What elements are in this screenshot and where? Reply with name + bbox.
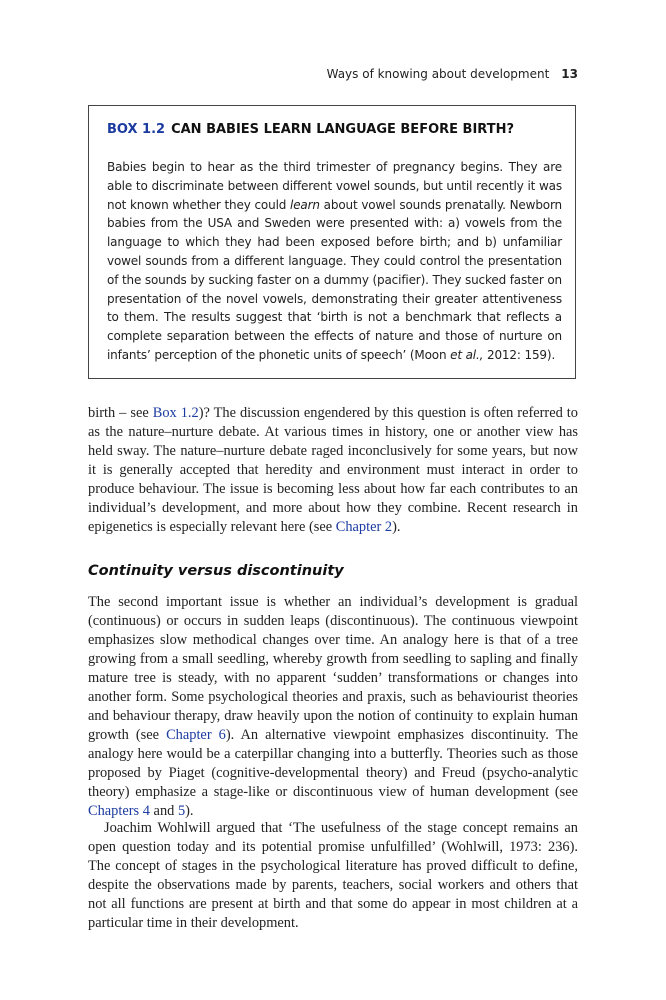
box-body-emphasis: et al., (450, 347, 484, 362)
link-chapter-6[interactable]: Chapter 6 (166, 727, 226, 743)
running-header (327, 67, 578, 81)
paragraph-text: and (149, 803, 178, 819)
link-chapter-2[interactable]: Chapter 2 (335, 519, 393, 535)
paragraph-text: birth – see (88, 405, 153, 421)
box-body-text: 2012: 159). (483, 347, 556, 362)
box-body-text: about vowel sounds prenatally. Newborn babies from the USA and Sweden were presented with: a) vowels from the language to which they had been exposed before birth; and b) unfamiliar vowel sounds from a different language. They could control the presentation of the sounds by sucking faster on a dummy (pacifier). They sucked faster on presentation of the novel vowels, demonstrating their greater attentiveness to them. The results suggest that ‘birth is not a benchmark that reflects a complete separation between the effects of nature and those of nurture on infants’ perception of the phonetic units of speech’ (Moon (107, 197, 562, 362)
paragraph-text: ). An alternative viewpoint emphasizes discontinuity. The analogy here would be a caterpillar changing into a butterfly. Theories such as those proposed by Piaget (cognitive-developmental theory) and Freud (psycho-analytic theory) emphasize a stage-like or discontinuous view of human development (see (88, 727, 578, 800)
link-box-1-2[interactable]: Box 1.2 (152, 405, 199, 421)
paragraph-nature-nurture (88, 404, 578, 537)
box-body (107, 158, 562, 365)
section-heading: Continuity versus discontinuity (88, 563, 344, 579)
box-1-2 (88, 105, 576, 379)
paragraph-text: ). (185, 803, 194, 819)
page-number: 13 (561, 67, 578, 81)
paragraph-text: The second important issue is whether an individual’s development is gradual (continuous) or occurs in sudden leaps (discontinuous). The continuous viewpoint emphasizes slow methodical changes over time. An analogy here is that of a tree growing from a small seedling, whereby growth from seedling to sapling and finally mature tree is steady, with no apparent ‘sudden’ transformations or changes into another form. Some psychological theories and praxis, such as behaviourist theories and behaviour therapy, draw heavily upon the notion of continuity to explain human growth (see (88, 594, 578, 743)
paragraph-wohlwill: Joachim Wohlwill argued that ‘The usefulness of the stage concept remains an open question today and its potential promise unfulfilled’ (Wohlwill, 1973: 236). The concept of stages in the psychological literature has proved difficult to define, despite the observations made by parents, teachers, social workers and others that not all functions are present at birth and that some do appear in most children at a particular time in their development. (88, 820, 578, 931)
running-title: Ways of knowing about development (326, 67, 550, 81)
paragraph-text: )? The discussion engendered by this question is often referred to as the nature–nurture debate. At various times in history, one or another view has held sway. The nature–nurture debate raged inconclusively for some years, but now it is generally accepted that heredity and environment must interact in order to produce behaviour. The issue is becoming less about how far each contributes to an individual’s development, and more about how they combine. Recent research in epigenetics is especially relevant here (see (88, 405, 578, 535)
link-chapter-4[interactable]: Chapters 4 (88, 803, 150, 819)
box-number: BOX 1.2 (107, 122, 166, 137)
box-body-text: Babies begin to hear as the third trimester of pregnancy begins. They are able to discriminate between different vowel sounds, but until recently it was not known whether they could (107, 160, 562, 212)
box-body-emphasis: learn (290, 197, 320, 212)
link-chapter-5[interactable]: 5 (177, 803, 186, 819)
paragraph-text: ). (392, 519, 401, 535)
paragraph-continuity (88, 593, 578, 821)
box-title: CAN BABIES LEARN LANGUAGE BEFORE BIRTH? (171, 122, 514, 137)
box-heading (107, 122, 514, 137)
